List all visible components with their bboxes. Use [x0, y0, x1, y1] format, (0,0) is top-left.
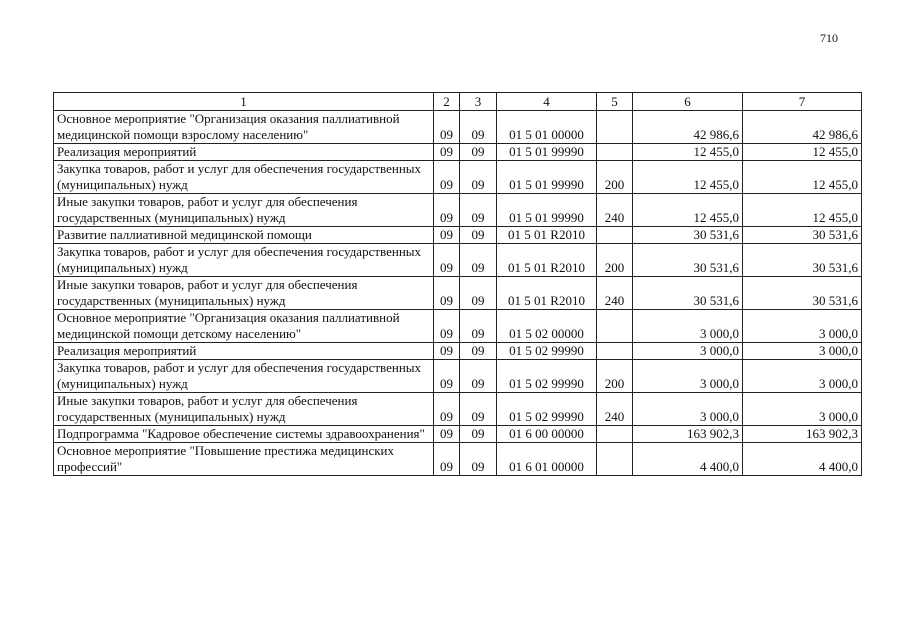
row-c3: 09 — [460, 227, 497, 244]
col-header-7: 7 — [743, 93, 862, 111]
row-c3: 09 — [460, 310, 497, 343]
header-row — [54, 93, 862, 111]
row-c6: 3 000,0 — [633, 310, 743, 343]
row-c6: 3 000,0 — [633, 393, 743, 426]
row-c7: 12 455,0 — [743, 161, 862, 194]
row-c5: 240 — [597, 393, 633, 426]
row-c5 — [597, 426, 633, 443]
row-c7: 12 455,0 — [743, 194, 862, 227]
row-c3: 09 — [460, 277, 497, 310]
table-row — [54, 360, 862, 393]
col-header-5: 5 — [597, 93, 633, 111]
table-row — [54, 443, 862, 476]
row-c5 — [597, 443, 633, 476]
row-c3: 09 — [460, 111, 497, 144]
row-code: 01 5 01 00000 — [497, 111, 597, 144]
row-c2: 09 — [434, 144, 460, 161]
row-c7: 12 455,0 — [743, 144, 862, 161]
row-c2: 09 — [434, 227, 460, 244]
row-c5 — [597, 227, 633, 244]
table-row — [54, 310, 862, 343]
row-code: 01 5 01 R2010 — [497, 277, 597, 310]
row-code: 01 5 01 99990 — [497, 194, 597, 227]
col-header-3: 3 — [460, 93, 497, 111]
table-row — [54, 244, 862, 277]
row-c3: 09 — [460, 343, 497, 360]
row-c3: 09 — [460, 443, 497, 476]
row-c7: 42 986,6 — [743, 111, 862, 144]
row-name: Закупка товаров, работ и услуг для обеспечения государственных (муниципальных) нужд — [54, 360, 434, 393]
row-c2: 09 — [434, 111, 460, 144]
row-c3: 09 — [460, 426, 497, 443]
row-c6: 30 531,6 — [633, 244, 743, 277]
budget-table — [53, 92, 862, 476]
row-code: 01 5 01 99990 — [497, 144, 597, 161]
row-c5 — [597, 310, 633, 343]
row-c3: 09 — [460, 144, 497, 161]
row-c6: 3 000,0 — [633, 360, 743, 393]
row-c2: 09 — [434, 161, 460, 194]
row-c5 — [597, 111, 633, 144]
table-row — [54, 393, 862, 426]
row-c7: 3 000,0 — [743, 310, 862, 343]
row-name: Реализация мероприятий — [54, 144, 434, 161]
row-c3: 09 — [460, 360, 497, 393]
row-name: Подпрограмма "Кадровое обеспечение системы здравоохранения" — [54, 426, 434, 443]
row-name: Иные закупки товаров, работ и услуг для обеспечения государственных (муниципальных) нужд — [54, 194, 434, 227]
row-code: 01 5 01 R2010 — [497, 227, 597, 244]
row-c6: 163 902,3 — [633, 426, 743, 443]
row-c6: 30 531,6 — [633, 227, 743, 244]
row-c5: 200 — [597, 161, 633, 194]
row-code: 01 5 02 99990 — [497, 343, 597, 360]
row-c2: 09 — [434, 310, 460, 343]
table-row — [54, 227, 862, 244]
row-code: 01 6 01 00000 — [497, 443, 597, 476]
table-row — [54, 277, 862, 310]
row-c2: 09 — [434, 426, 460, 443]
row-name: Развитие паллиативной медицинской помощи — [54, 227, 434, 244]
row-c3: 09 — [460, 393, 497, 426]
row-code: 01 5 02 99990 — [497, 393, 597, 426]
row-name: Иные закупки товаров, работ и услуг для обеспечения государственных (муниципальных) нужд — [54, 277, 434, 310]
table-row — [54, 194, 862, 227]
row-c3: 09 — [460, 244, 497, 277]
page-number: 710 — [820, 31, 838, 45]
row-c7: 30 531,6 — [743, 244, 862, 277]
row-c6: 30 531,6 — [633, 277, 743, 310]
table-row — [54, 426, 862, 443]
row-c5 — [597, 144, 633, 161]
row-c7: 163 902,3 — [743, 426, 862, 443]
table-row — [54, 161, 862, 194]
row-c6: 12 455,0 — [633, 161, 743, 194]
row-c2: 09 — [434, 360, 460, 393]
row-c7: 30 531,6 — [743, 227, 862, 244]
row-name: Основное мероприятие "Организация оказания паллиативной медицинской помощи детскому населению" — [54, 310, 434, 343]
row-name: Основное мероприятие "Повышение престижа медицинских профессий" — [54, 443, 434, 476]
row-c2: 09 — [434, 443, 460, 476]
row-c5: 240 — [597, 277, 633, 310]
row-name: Закупка товаров, работ и услуг для обеспечения государственных (муниципальных) нужд — [54, 161, 434, 194]
table-row — [54, 111, 862, 144]
row-c6: 12 455,0 — [633, 194, 743, 227]
row-c5: 200 — [597, 244, 633, 277]
row-c5: 200 — [597, 360, 633, 393]
row-c7: 3 000,0 — [743, 343, 862, 360]
row-c2: 09 — [434, 277, 460, 310]
row-c2: 09 — [434, 393, 460, 426]
row-c5: 240 — [597, 194, 633, 227]
row-code: 01 5 02 99990 — [497, 360, 597, 393]
col-header-4: 4 — [497, 93, 597, 111]
row-c3: 09 — [460, 194, 497, 227]
row-code: 01 5 01 99990 — [497, 161, 597, 194]
row-c7: 4 400,0 — [743, 443, 862, 476]
row-c2: 09 — [434, 343, 460, 360]
row-c7: 3 000,0 — [743, 393, 862, 426]
row-name: Реализация мероприятий — [54, 343, 434, 360]
row-c6: 42 986,6 — [633, 111, 743, 144]
row-code: 01 5 01 R2010 — [497, 244, 597, 277]
table-row — [54, 343, 862, 360]
row-c6: 12 455,0 — [633, 144, 743, 161]
row-c7: 3 000,0 — [743, 360, 862, 393]
row-c7: 30 531,6 — [743, 277, 862, 310]
row-c3: 09 — [460, 161, 497, 194]
table-row — [54, 144, 862, 161]
row-c6: 4 400,0 — [633, 443, 743, 476]
row-c5 — [597, 343, 633, 360]
col-header-1: 1 — [54, 93, 434, 111]
row-name: Закупка товаров, работ и услуг для обеспечения государственных (муниципальных) нужд — [54, 244, 434, 277]
row-name: Основное мероприятие "Организация оказания паллиативной медицинской помощи взрослому населению" — [54, 111, 434, 144]
row-code: 01 6 00 00000 — [497, 426, 597, 443]
col-header-2: 2 — [434, 93, 460, 111]
row-name: Иные закупки товаров, работ и услуг для обеспечения государственных (муниципальных) нужд — [54, 393, 434, 426]
row-c6: 3 000,0 — [633, 343, 743, 360]
row-code: 01 5 02 00000 — [497, 310, 597, 343]
col-header-6: 6 — [633, 93, 743, 111]
row-c2: 09 — [434, 244, 460, 277]
row-c2: 09 — [434, 194, 460, 227]
